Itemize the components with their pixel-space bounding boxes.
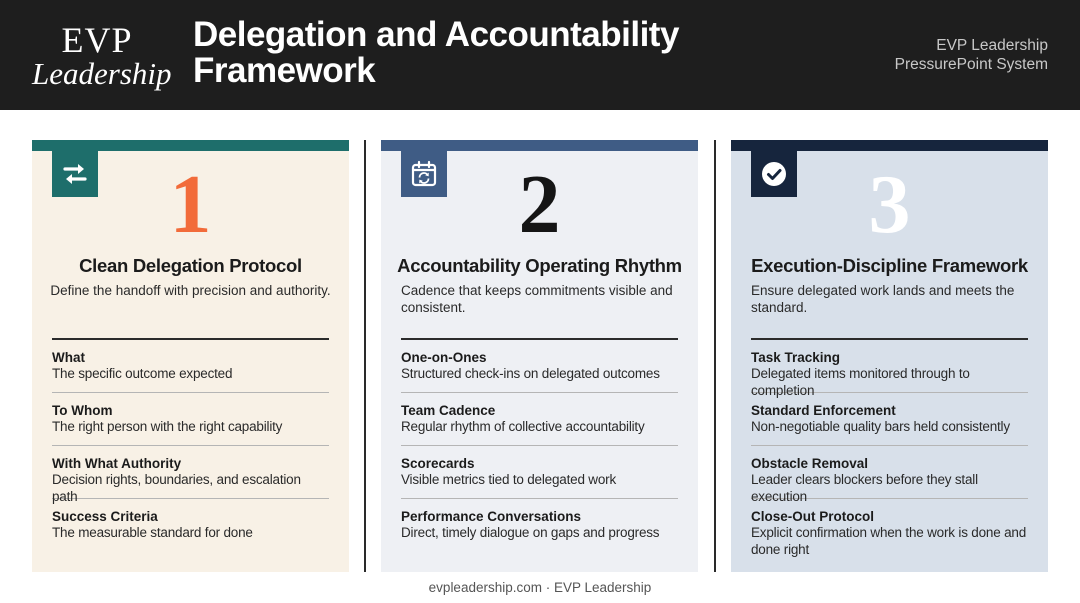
item-label: Obstacle Removal (751, 456, 869, 471)
card-item-list (52, 338, 329, 552)
item-label: Performance Conversations (401, 509, 582, 524)
item-description: The right person with the right capability (52, 419, 283, 434)
header-bar (0, 0, 1080, 110)
item-description: Visible metrics tied to delegated work (401, 472, 617, 487)
brand-caption (895, 36, 1048, 74)
card-number: 1 (169, 158, 212, 251)
list-item (751, 446, 1028, 504)
item-description: Direct, timely dialogue on gaps and progress (401, 525, 660, 540)
item-label: Scorecards (401, 456, 475, 471)
page-title-line-1: Delegation and Accountability (193, 15, 679, 54)
item-label: One-on-Ones (401, 350, 487, 365)
column-divider (364, 140, 366, 572)
column-divider (714, 140, 716, 572)
list-item (52, 393, 329, 446)
list-item (401, 393, 678, 446)
item-description: Decision rights, boundaries, and escalation path (52, 472, 301, 504)
card-subtitle: Ensure delegated work lands and meets the standard. (751, 283, 1015, 315)
item-label: Team Cadence (401, 403, 496, 418)
item-description: Leader clears blockers before they stall execution (751, 472, 978, 504)
list-item (751, 393, 1028, 446)
card-title: Clean Delegation Protocol (79, 255, 302, 276)
item-description: The specific outcome expected (52, 366, 233, 381)
list-item (52, 446, 329, 504)
item-description: Non-negotiable quality bars held consistently (751, 419, 1010, 434)
card-subtitle: Cadence that keeps commitments visible and consistent. (401, 283, 673, 315)
brand-caption-line-1: EVP Leadership (936, 37, 1048, 54)
item-label: Close-Out Protocol (751, 509, 875, 524)
list-item (52, 499, 329, 552)
page-title (193, 17, 713, 89)
card-subtitle: Define the handoff with precision and authority. (50, 283, 331, 298)
item-description: Structured check-ins on delegated outcomes (401, 366, 660, 381)
card-title: Execution-Discipline Framework (751, 255, 1028, 276)
card-accountability-operating-rhythm (381, 140, 698, 572)
logo-leadership-text: Leadership (32, 56, 172, 91)
card-execution-discipline-framework (731, 140, 1048, 572)
item-label: Success Criteria (52, 509, 158, 524)
card-accent-bar (731, 140, 1048, 151)
evp-leadership-logo (32, 20, 172, 91)
card-accent-bar (381, 140, 698, 151)
brand-caption-line-2: PressurePoint System (894, 56, 1048, 73)
card-item-list (751, 338, 1028, 557)
list-item (751, 499, 1028, 557)
item-description: Delegated items monitored through to completion (751, 366, 970, 398)
card-clean-delegation-protocol (32, 140, 349, 572)
item-label: What (52, 350, 85, 365)
card-number: 3 (868, 158, 911, 251)
list-item (401, 446, 678, 499)
card-number: 2 (518, 158, 561, 251)
logo-evp-text: EVP (61, 20, 133, 60)
list-item (401, 340, 678, 393)
item-description: Regular rhythm of collective accountability (401, 419, 645, 434)
footer-text: evpleadership.com · EVP Leadership (428, 580, 652, 595)
item-description: Explicit confirmation when the work is done and done right (751, 525, 1026, 557)
page-title-line-2: Framework (193, 51, 376, 90)
card-accent-bar (32, 140, 349, 151)
list-item (52, 340, 329, 393)
list-item (751, 340, 1028, 398)
item-label: To Whom (52, 403, 113, 418)
item-label: Task Tracking (751, 350, 841, 365)
list-item (401, 499, 678, 552)
card-title: Accountability Operating Rhythm (397, 255, 682, 276)
item-label: With What Authority (52, 456, 182, 471)
item-description: The measurable standard for done (52, 525, 253, 540)
card-item-list (401, 338, 678, 552)
item-label: Standard Enforcement (751, 403, 896, 418)
